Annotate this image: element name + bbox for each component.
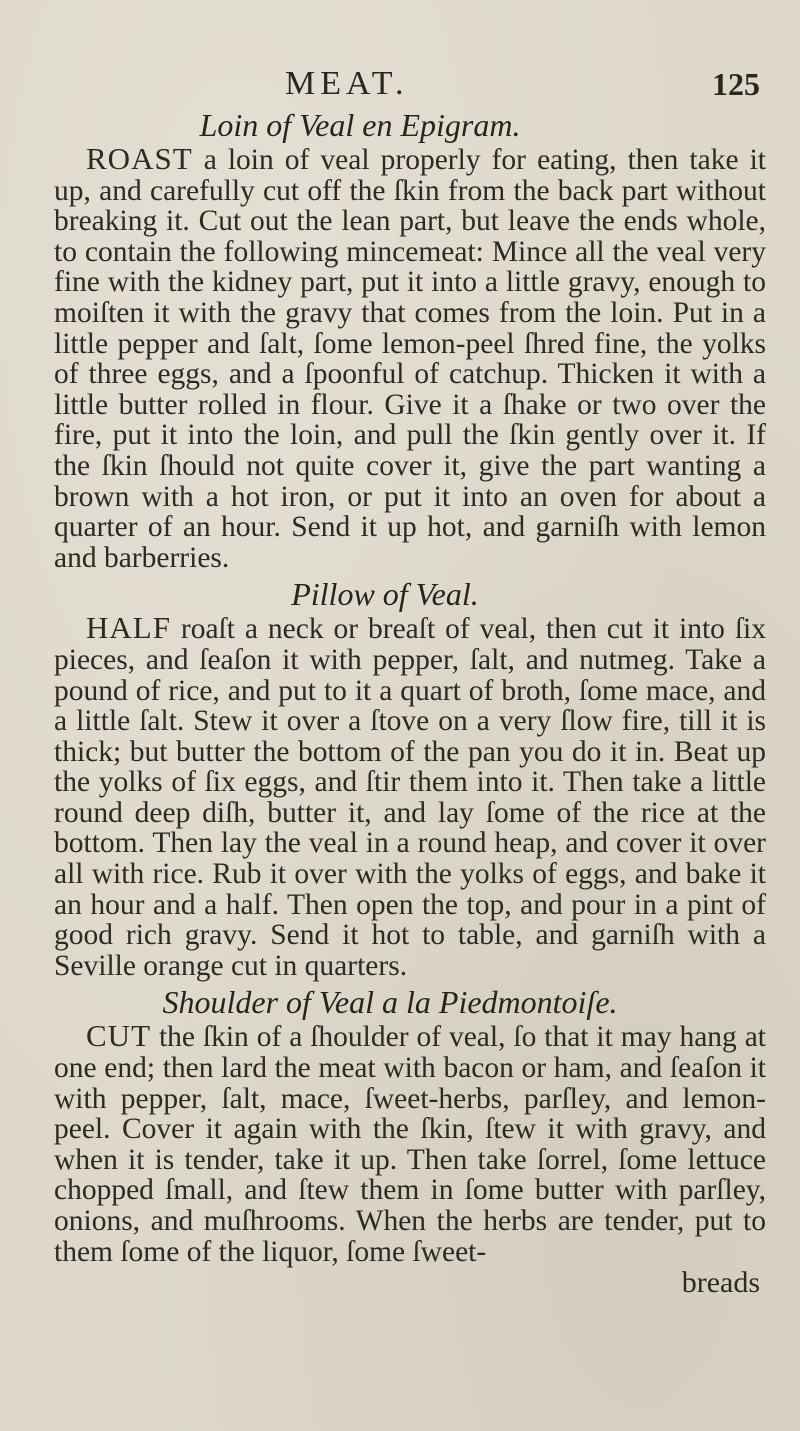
recipe-title: Shoulder of Veal a la Piedmontoiſe. [162, 984, 618, 1021]
catchword: breads [681, 1266, 760, 1299]
recipe-text: the ſkin of a ſhoulder of veal, ſo that it may hang at one end; then lard the meat with bacon or ham, and ſeaſon it with pepper, ſalt, mace, ſweet-herbs, parſley, and lemon-peel. Cover it again with the ſkin, ſtew it with gravy, and when it is tender, take it up. Then take ſorrel, ſome lettuce chopped ſmall, and ſtew them in ſome butter with parſley, onions, and muſhrooms. When the herbs are tender, put to them ſome of the liquor, ſome ſweet- [54, 1021, 767, 1268]
recipe-loin-of-veal [54, 106, 766, 573]
recipe-lead-word: CUT [86, 1018, 151, 1054]
page-number: 125 [712, 66, 760, 102]
running-title: MEAT. [285, 65, 409, 102]
recipe-text: roaſt a neck or breaſt of veal, then cut it into ſix pieces, and ſeaſon it with pepper, ſalt, and nutmeg. Take a pound of rice, and put to it a quart of broth, ſome mace, and a little ſalt. Stew it over a ſtove on a very ſlow fire, till it is thick; but butter the bottom of the pan you do it in. Beat up the yolks of ſix eggs, and ſtir them into it. Then take a little round deep diſh, butter it, and lay ſome of the rice at the bottom. Then lay the veal in a round heap, and cover it over all with rice. Rub it over with the yolks of eggs, and bake it an hour and a half. Then open the top, and pour in a pint of good rich gravy. Send it hot to table, and garniſh with a Seville orange cut in quarters. [54, 613, 767, 982]
recipe-pillow-of-veal [54, 575, 766, 981]
recipe-body [54, 610, 767, 982]
recipe-body [54, 141, 767, 574]
recipe-title: Loin of Veal en Epigram. [199, 107, 521, 143]
recipe-title: Pillow of Veal. [291, 576, 479, 613]
recipe-text: a loin of veal properly for eating, then take it up, and carefully cut off the ſkin from the back part without breaking it. Cut out the lean part, but leave the ends whole, to contain the following mincemeat: Mince all the veal very fine with the kidney part, put it into a little gravy, enough to moiſten it with the gravy that comes from the loin. Put in a little pepper and ſalt, ſome lemon-peel ſhred fine, the yolks of three eggs, and a ſpoonful of catchup. Thicken it with a little butter rolled in flour. Give it a ſhake or two over the fire, put it into the loin, and pull the ſkin gently over it. If the ſkin ſhould not quite cover it, give the part wanting a brown with a hot iron, or put it into an oven for about a quarter of an hour. Send it up hot, and garniſh with lemon and barberries. [54, 144, 767, 574]
recipe-body [54, 1018, 767, 1268]
recipe-lead-word: HALF [86, 610, 171, 646]
recipe-shoulder-of-veal [54, 983, 766, 1267]
recipe-lead-word: ROAST [86, 141, 193, 176]
page-content [54, 66, 766, 1267]
